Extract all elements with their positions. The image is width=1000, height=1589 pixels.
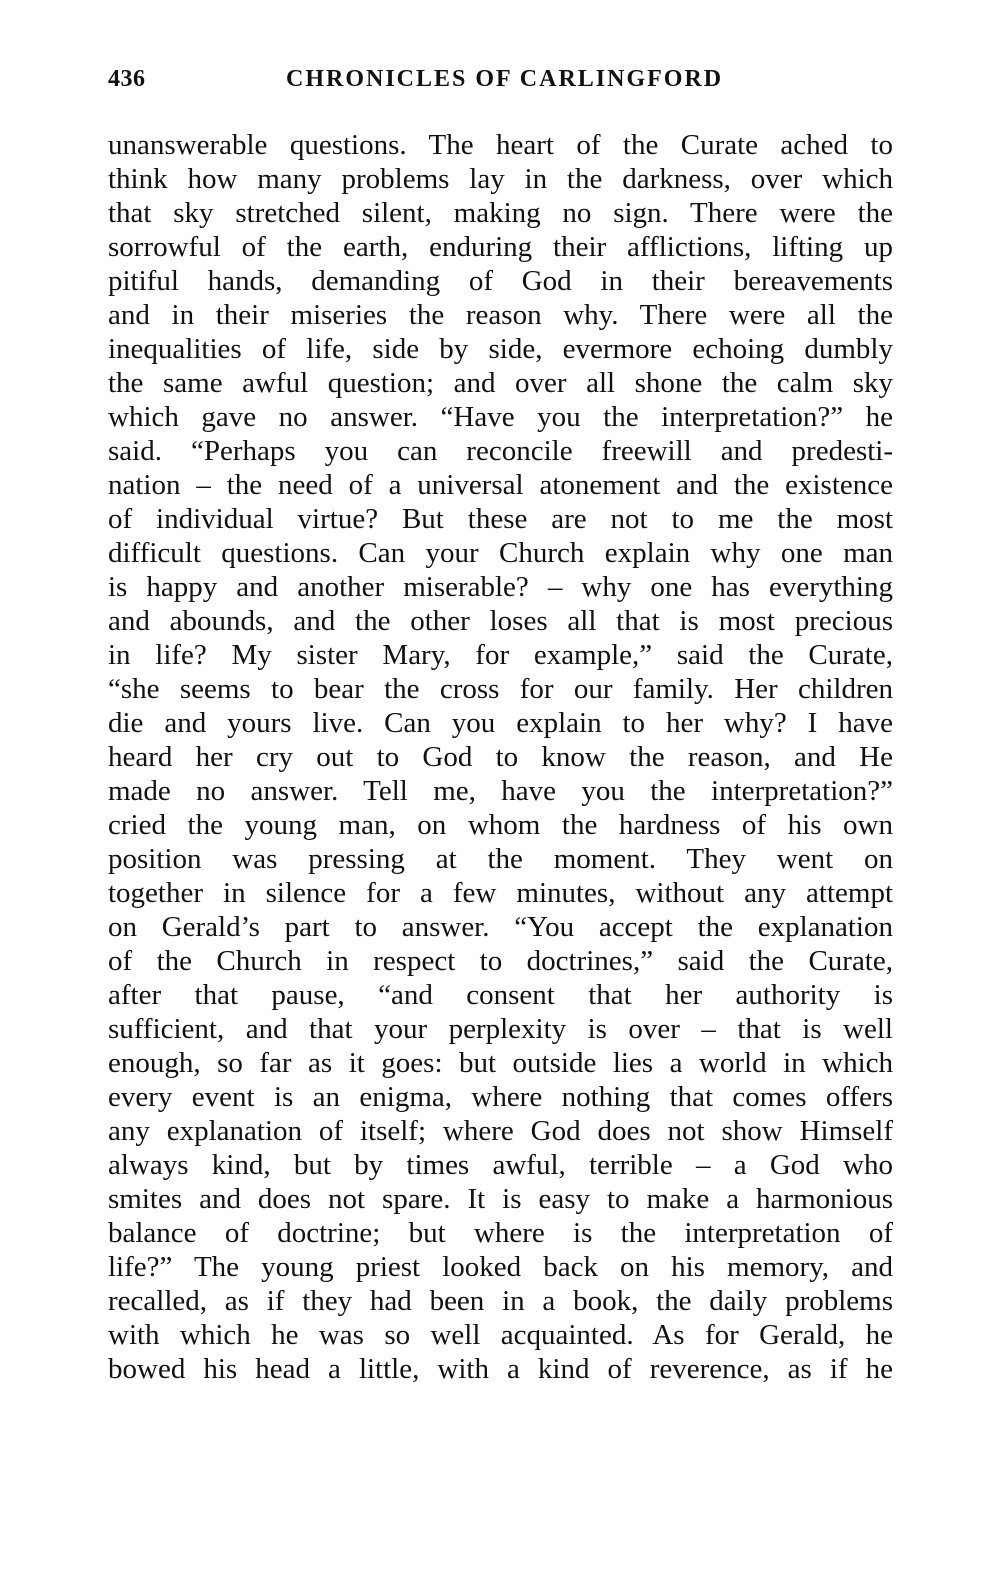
text-line: that sky stretched silent, making no sign. There were the: [108, 197, 893, 229]
text-line: of individual virtue? But these are not to me the most: [108, 503, 893, 535]
text-line: which gave no answer. “Have you the interpretation?” he: [108, 401, 893, 433]
text-line: sorrowful of the earth, enduring their afflictions, lifting up: [108, 231, 893, 263]
text-line: balance of doctrine; but where is the interpretation of: [108, 1217, 893, 1249]
text-line: of the Church in respect to doctrines,” said the Curate,: [108, 945, 893, 977]
text-line: together in silence for a few minutes, without any attempt: [108, 877, 893, 909]
text-line: with which he was so well acquainted. As for Gerald, he: [108, 1319, 893, 1351]
text-line: on Gerald’s part to answer. “You accept the explanation: [108, 911, 893, 943]
text-line: the same awful question; and over all shone the calm sky: [108, 367, 893, 399]
text-line: in life? My sister Mary, for example,” said the Curate,: [108, 639, 893, 671]
running-head: [108, 66, 893, 100]
text-line: and in their miseries the reason why. There were all the: [108, 299, 893, 331]
page-number: 436: [108, 66, 146, 92]
book-title: CHRONICLES OF CARLINGFORD: [286, 66, 724, 92]
text-line: bowed his head a little, with a kind of reverence, as if he: [108, 1353, 893, 1385]
text-line: heard her cry out to God to know the reason, and He: [108, 741, 893, 773]
text-line: inequalities of life, side by side, evermore echoing dumbly: [108, 333, 893, 365]
text-line: cried the young man, on whom the hardness of his own: [108, 809, 893, 841]
text-line: unanswerable questions. The heart of the Curate ached to: [108, 129, 893, 161]
text-line: nation – the need of a universal atonement and the existence: [108, 469, 893, 501]
text-line: enough, so far as it goes: but outside lies a world in which: [108, 1047, 893, 1079]
text-line: every event is an enigma, where nothing that comes offers: [108, 1081, 893, 1113]
text-line: position was pressing at the moment. They went on: [108, 843, 893, 875]
text-line: made no answer. Tell me, have you the interpretation?”: [108, 775, 893, 807]
text-line: think how many problems lay in the darkness, over which: [108, 163, 893, 195]
text-line: said. “Perhaps you can reconcile freewill and predesti-: [108, 435, 893, 467]
text-line: pitiful hands, demanding of God in their bereavements: [108, 265, 893, 297]
text-line: smites and does not spare. It is easy to make a harmonious: [108, 1183, 893, 1215]
text-line: life?” The young priest looked back on his memory, and: [108, 1251, 893, 1283]
text-line: and abounds, and the other loses all that is most precious: [108, 605, 893, 637]
body-text: [108, 128, 893, 1386]
text-line: any explanation of itself; where God does not show Himself: [108, 1115, 893, 1147]
text-line: sufficient, and that your perplexity is over – that is well: [108, 1013, 893, 1045]
text-line: always kind, but by times awful, terrible – a God who: [108, 1149, 893, 1181]
text-line: die and yours live. Can you explain to her why? I have: [108, 707, 893, 739]
text-line: recalled, as if they had been in a book, the daily problems: [108, 1285, 893, 1317]
text-line: is happy and another miserable? – why one has everything: [108, 571, 893, 603]
text-line: “she seems to bear the cross for our family. Her children: [108, 673, 893, 705]
text-line: difficult questions. Can your Church explain why one man: [108, 537, 893, 569]
text-line: after that pause, “and consent that her authority is: [108, 979, 893, 1011]
